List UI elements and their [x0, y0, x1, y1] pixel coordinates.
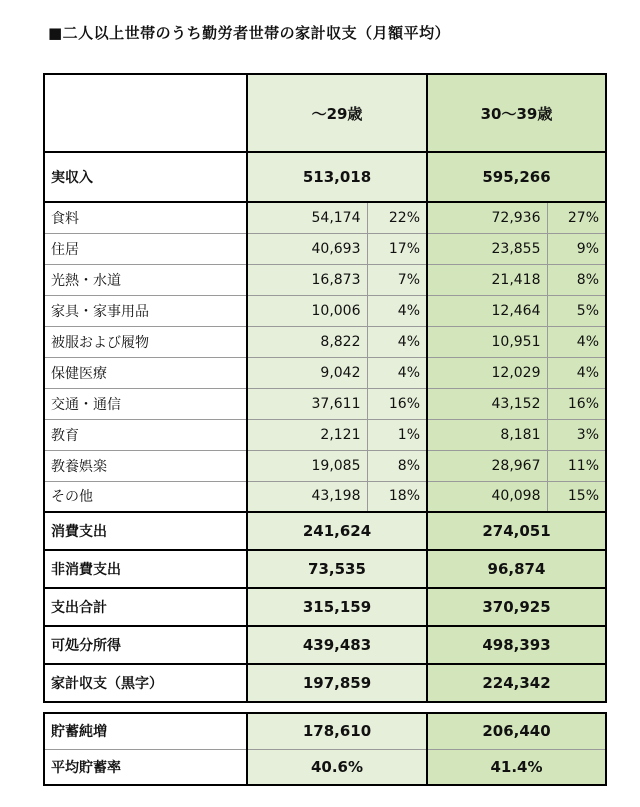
expense-label: 光熱・水道: [44, 264, 247, 295]
expense-pct-1: 16%: [367, 388, 427, 419]
income-row: [44, 152, 606, 202]
total-row: [44, 512, 606, 550]
total-label: 家計収支（黒字）: [44, 664, 247, 702]
expense-value-1: 54,174: [247, 202, 367, 233]
expense-value-1: 40,693: [247, 233, 367, 264]
savings-value-2: 41.4%: [427, 749, 606, 785]
expense-pct-2: 16%: [547, 388, 606, 419]
header-age-30-39: 30～39歳: [427, 74, 606, 152]
savings-value-1: 178,610: [247, 713, 427, 749]
income-value-2: 595,266: [427, 152, 606, 202]
total-value-1: 241,624: [247, 512, 427, 550]
expense-label: 保健医療: [44, 357, 247, 388]
expense-value-2: 28,967: [427, 450, 547, 481]
savings-row: [44, 713, 606, 749]
total-row: [44, 664, 606, 702]
savings-value-2: 206,440: [427, 713, 606, 749]
expense-value-1: 10,006: [247, 295, 367, 326]
expense-label: 教養娯楽: [44, 450, 247, 481]
expense-pct-1: 4%: [367, 357, 427, 388]
savings-label: 平均貯蓄率: [44, 749, 247, 785]
total-value-2: 274,051: [427, 512, 606, 550]
expense-pct-2: 4%: [547, 357, 606, 388]
expense-pct-2: 27%: [547, 202, 606, 233]
total-value-1: 197,859: [247, 664, 427, 702]
total-value-2: 224,342: [427, 664, 606, 702]
expense-pct-2: 11%: [547, 450, 606, 481]
expense-pct-1: 22%: [367, 202, 427, 233]
expense-pct-1: 17%: [367, 233, 427, 264]
expense-value-1: 9,042: [247, 357, 367, 388]
expense-row: [44, 419, 606, 450]
expense-row: [44, 481, 606, 512]
expense-value-1: 19,085: [247, 450, 367, 481]
savings-label: 貯蓄純増: [44, 713, 247, 749]
expense-value-2: 43,152: [427, 388, 547, 419]
header-row: [44, 74, 606, 152]
expense-label: 住居: [44, 233, 247, 264]
expense-value-2: 12,029: [427, 357, 547, 388]
expense-pct-2: 4%: [547, 326, 606, 357]
total-row: [44, 550, 606, 588]
expense-value-2: 8,181: [427, 419, 547, 450]
income-label: 実収入: [44, 152, 247, 202]
expense-row: [44, 326, 606, 357]
savings-row: [44, 749, 606, 785]
expense-row: [44, 233, 606, 264]
expense-row: [44, 388, 606, 419]
expense-pct-1: 4%: [367, 326, 427, 357]
total-label: 消費支出: [44, 512, 247, 550]
expense-row: [44, 450, 606, 481]
expense-row: [44, 295, 606, 326]
expense-value-2: 12,464: [427, 295, 547, 326]
expense-value-1: 16,873: [247, 264, 367, 295]
total-row: [44, 588, 606, 626]
expense-value-2: 72,936: [427, 202, 547, 233]
savings-table: [43, 712, 607, 786]
expense-pct-1: 1%: [367, 419, 427, 450]
expense-value-1: 37,611: [247, 388, 367, 419]
savings-value-1: 40.6%: [247, 749, 427, 785]
total-label: 支出合計: [44, 588, 247, 626]
expense-label: 食料: [44, 202, 247, 233]
expense-label: 交通・通信: [44, 388, 247, 419]
total-label: 非消費支出: [44, 550, 247, 588]
expense-row: [44, 264, 606, 295]
expense-label: 教育: [44, 419, 247, 450]
total-value-2: 96,874: [427, 550, 606, 588]
total-value-2: 498,393: [427, 626, 606, 664]
page-title: ■二人以上世帯のうち勤労者世帯の家計収支（月額平均）: [48, 24, 451, 42]
expense-pct-2: 3%: [547, 419, 606, 450]
total-value-2: 370,925: [427, 588, 606, 626]
expense-pct-2: 5%: [547, 295, 606, 326]
expense-value-2: 10,951: [427, 326, 547, 357]
expense-value-1: 2,121: [247, 419, 367, 450]
total-value-1: 73,535: [247, 550, 427, 588]
header-age-under-29: ～29歳: [247, 74, 427, 152]
expense-label: 被服および履物: [44, 326, 247, 357]
expense-label: その他: [44, 481, 247, 512]
expense-pct-2: 9%: [547, 233, 606, 264]
expense-row: [44, 357, 606, 388]
total-label: 可処分所得: [44, 626, 247, 664]
expense-value-1: 43,198: [247, 481, 367, 512]
household-budget-table: [43, 73, 607, 703]
expense-pct-1: 4%: [367, 295, 427, 326]
header-blank-cell: [44, 74, 247, 152]
expense-value-1: 8,822: [247, 326, 367, 357]
total-row: [44, 626, 606, 664]
expense-value-2: 23,855: [427, 233, 547, 264]
income-value-1: 513,018: [247, 152, 427, 202]
expense-label: 家具・家事用品: [44, 295, 247, 326]
total-value-1: 439,483: [247, 626, 427, 664]
expense-pct-1: 8%: [367, 450, 427, 481]
expense-row: [44, 202, 606, 233]
expense-value-2: 40,098: [427, 481, 547, 512]
expense-pct-2: 15%: [547, 481, 606, 512]
expense-pct-1: 18%: [367, 481, 427, 512]
expense-value-2: 21,418: [427, 264, 547, 295]
expense-pct-2: 8%: [547, 264, 606, 295]
total-value-1: 315,159: [247, 588, 427, 626]
expense-pct-1: 7%: [367, 264, 427, 295]
